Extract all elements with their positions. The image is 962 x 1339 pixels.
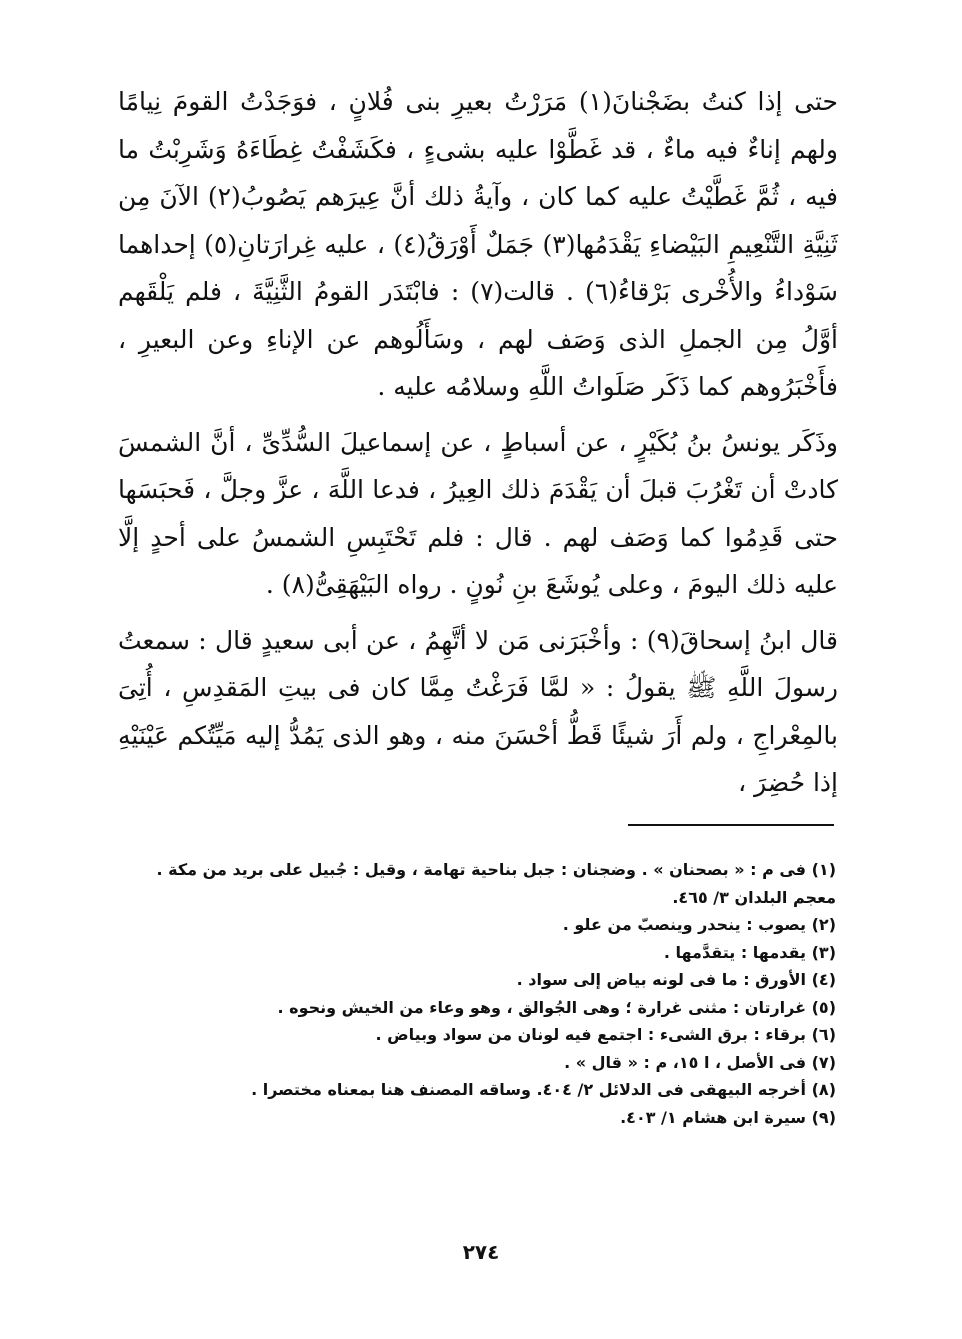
footnote-1: (١) فى م : « بصحنان » . وضجنان : جبل بناحية تهامة ، وقيل : جُبيل على بريد من مكة . معجم البلدان ٣/ ٤٦٥. [156,860,836,907]
footnote-6: (٦) برقاء : برق الشىء : اجتمع فيه لونان من سواد وبياض . [375,1025,836,1044]
footnote-3: (٣) يقدمها : يتقدَّمها . [663,942,836,962]
footnote-9: (٩) سيرة ابن هشام ١/ ٤٠٣. [620,1107,836,1127]
footnote-7: (٧) فى الأصل ، ا ١٥، م : « قال » . [564,1052,836,1072]
page-number: ٢٧٤ [462,1240,500,1264]
footnote-5: (٥) غرارتان : مثنى غرارة ؛ وهى الجُوالق ، وهو وعاء من الخيش ونحوه . [277,997,836,1017]
footnote-4: (٤) الأورق : ما فى لونه بياض إلى سواد . [516,970,836,989]
paragraph-2: وذَكَر يونسُ بنُ بُكَيْرٍ ، عن أسباطٍ ، عن إسماعيلَ السُّدِّىِّ ، أنَّ الشمسَ كادتْ أن تَغْرُبَ قبلَ أن يَقْدَمَ ذلك العِيرُ ، فدعا اللَّهَ ، عزَّ وجلَّ ، فَحبَسَها حتى قَدِمُوا كما وَصَف لهم . قال : فلم تَحْتَبِسِ الشمسُ على أحدٍ إلَّا عليه ذلك اليومَ ، وعلى يُوشَعَ بنِ نُونٍ . رواه البَيْهَقِىُّ(٨) . [118,427,838,599]
main-text [118,78,838,807]
paragraph-3: قال ابنُ إسحاقَ(٩) : وأخْبَرَنى مَن لا أتَّهِمُ ، عن أبى سعيدٍ قال : سمعتُ رسولَ اللَّهِ ﷺ يقولُ : « لمَّا فَرَغْتُ مِمَّا كان فى بيتِ المَقدِسِ ، أُتِىَ بالمِعْراجِ ، ولم أَرَ شيئًا قَطُّ أحْسَنَ منه ، وهو الذى يَمُدُّ إليه مَيِّتُكم عَيْنَيْهِ إذا حُضِرَ ، [118,625,838,797]
footnote-2: (٢) يصوب : ينحدر وينصبّ من علو . [562,915,836,934]
footnote-divider [628,824,834,826]
footnotes [118,856,836,1131]
paragraph-1: حتى إذا كنتُ بضَجْنانَ(١) مَرَرْتُ بعيرِ بنى فُلانٍ ، فوَجَدْتُ القومَ نِيامًا ولهم إناءٌ فيه ماءٌ ، قد غَطَّوْا عليه بشىءٍ ، فكَشَفْتُ غِطَاءَهُ وَشَرِبْتُ ما فيه ، ثُمَّ غَطَّيْتُ عليه كما كان ، وآيةُ ذلك أنَّ عِيرَهم يَصُوبُ(٢) الآنَ مِن ثَنِيَّةِ التَّنْعِيمِ البَيْضاءِ يَقْدَمُها(٣) جَمَلٌ أَوْرَقُ(٤) ، عليه غِرارَتانِ(٥) إحداهما سَوْداءُ والأُخْرى بَرْقاءُ(٦) . قالت(٧) : فابْتَدَر القومُ الثَّنِيَّةَ ، فلم يَلْقَهم أوَّلُ مِن الجملِ الذى وَصَف لهم ، وسَأَلُوهم عن الإناءِ وعن البعيرِ ، فأَخْبَرُوهم كما ذَكَر صَلَواتُ اللَّهِ وسلامُه عليه . [118,87,838,401]
footnote-8: (٨) أخرجه البيهقى فى الدلائل ٢/ ٤٠٤. وساقه المصنف هنا بمعناه مختصرا . [251,1080,836,1099]
